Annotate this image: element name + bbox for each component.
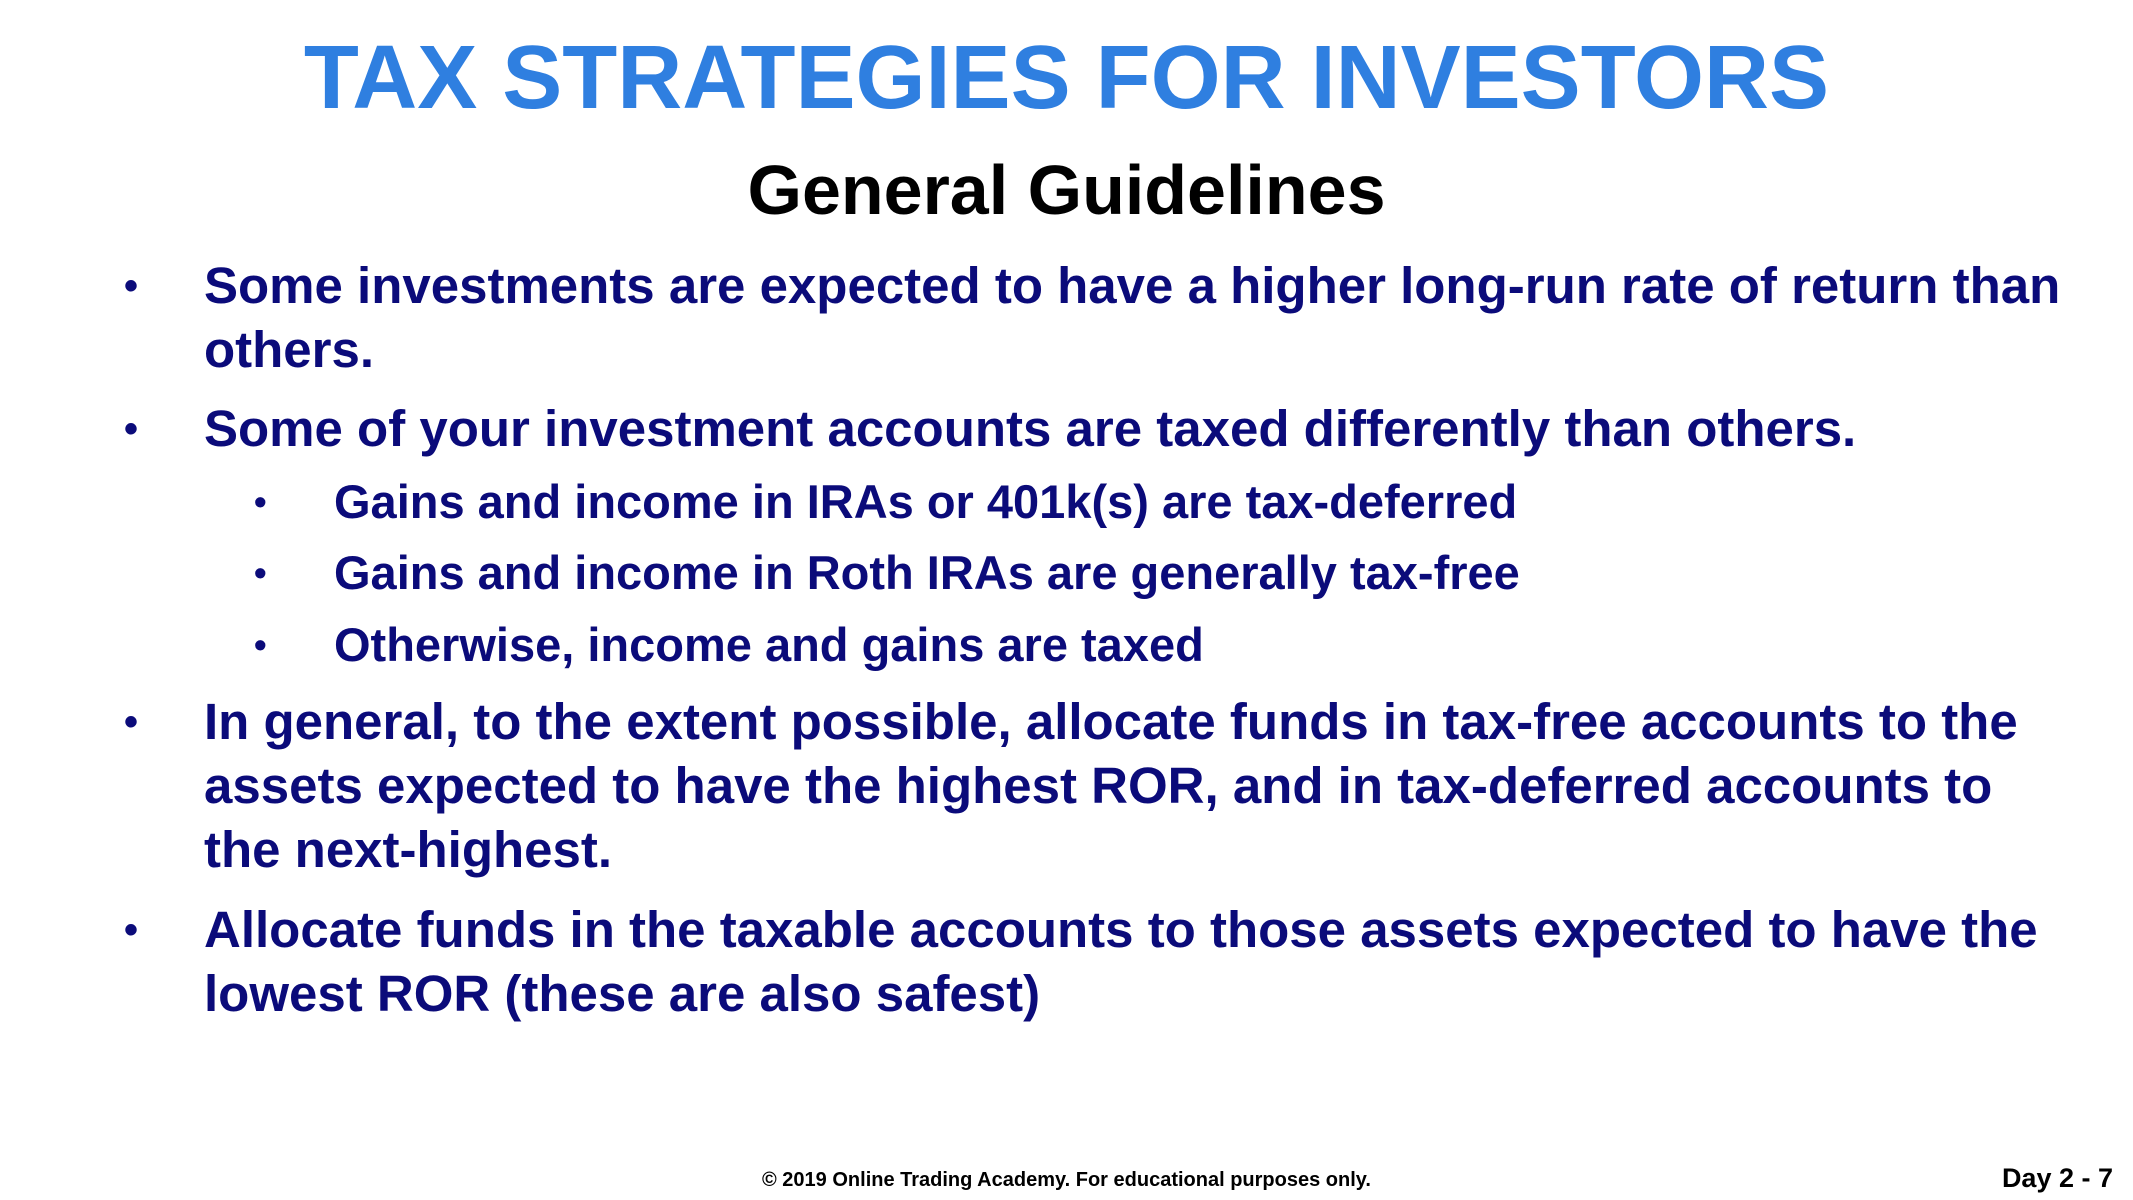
bullet-icon: • [254,624,267,665]
bullet-text: Otherwise, income and gains are taxed [334,618,1204,671]
bullet-icon: • [124,407,139,451]
bullet-text: In general, to the extent possible, allocate funds in tax-free accounts to the assets expected to have the highest ROR, and in tax-deferred accounts to the next-highest. [204,693,2018,878]
bullet-text: Some of your investment accounts are taxed differently than others. [204,400,1857,457]
copyright-footer: © 2019 Online Trading Academy. For educational purposes only. [762,1169,1371,1191]
slide-title: TAX STRATEGIES FOR INVESTORS [303,28,1830,128]
bullet-icon: • [124,264,139,308]
bullet-text: Allocate funds in the taxable accounts to those assets expected to have the lowest ROR (these are also safest) [204,901,2038,1022]
page-number: Day 2 - 7 [2001,1163,2113,1193]
bullet-icon: • [254,552,267,593]
bullet-text: Some investments are expected to have a higher long-run rate of return than others. [204,257,2061,378]
bullet-text: Gains and income in IRAs or 401k(s) are tax-deferred [334,475,1518,528]
bullet-icon: • [254,481,267,522]
bullet-text: Gains and income in Roth IRAs are generally tax-free [334,546,1520,599]
bullet-icon: • [124,908,139,952]
bullet-icon: • [124,700,139,744]
slide-subtitle: General Guidelines [747,151,1386,229]
